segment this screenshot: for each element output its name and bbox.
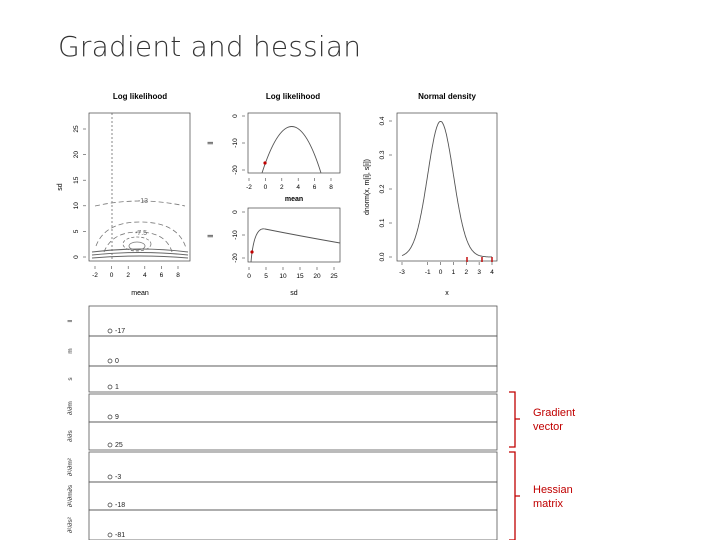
value-strip-frame [89,422,497,450]
gradient-bracket [509,392,520,447]
sd-profile-marker [250,250,253,253]
x-tick-label: 10 [279,273,287,280]
value-label: -3 [115,474,122,481]
gradient-label-line2: vector [533,421,563,433]
x-tick-label: 0 [263,184,268,191]
x-tick-label: -2 [92,272,98,279]
value-point [108,503,112,507]
value-strip-row [67,482,497,510]
mean-profile-title: Log likelihood [265,92,321,101]
x-tick-label: 2 [464,269,469,276]
contour-line-dense [92,249,188,258]
slide-title: Gradient and hessian [58,30,362,63]
contour-ylabel: sd [57,183,64,191]
x-tick-label: -1 [424,269,431,276]
value-point [108,329,112,333]
value-strip-label: ∂²/∂m∂s [67,484,74,508]
value-label: 9 [115,414,119,421]
value-strip-frame [89,394,497,422]
contour-label: -13 [137,198,149,205]
mean-profile-x-axis [246,178,333,191]
mean-profile-curve [262,127,321,174]
x-tick-label: 6 [312,184,317,191]
value-strip-label: m [67,348,74,354]
mean-profile-y-axis [232,114,245,175]
contour-panel [57,92,190,297]
sd-profile-y-axis [232,210,245,263]
x-tick-label: 6 [159,272,164,279]
x-tick-label: 5 [264,273,268,280]
x-tick-label: -3 [399,269,405,276]
gradient-label-line1: Gradient [533,407,576,419]
sd-profile-curve [251,229,340,262]
y-tick-label: 20 [73,150,80,159]
value-label: -81 [115,532,126,539]
value-strip-frame [89,366,497,392]
y-tick-label: -20 [232,253,239,263]
value-point [108,475,112,479]
value-strip-label: s [67,377,74,381]
mean-profile-marker [263,161,266,164]
x-tick-label: 8 [329,184,333,191]
value-strip-frame [89,510,497,540]
sd-profile-ylabel: ll [208,234,215,238]
x-tick-label: 0 [438,269,443,276]
mean-profile-xlabel: mean [284,196,304,203]
x-tick-label: 2 [279,184,284,191]
x-tick-label: 25 [330,273,338,280]
x-tick-label: 2 [126,272,131,279]
hessian-label-line2: matrix [533,498,563,510]
x-tick-label: 4 [490,269,494,276]
y-tick-label: 0.4 [379,116,386,126]
x-tick-label: 3 [477,269,481,276]
y-tick-label: -10 [232,138,239,148]
value-label: 1 [115,384,119,391]
value-point [108,415,112,419]
value-point [108,385,112,389]
value-strip-frame [89,452,497,482]
value-label: 0 [115,358,119,365]
density-x-axis [399,262,494,276]
density-y-axis [379,116,392,261]
y-tick-label: 0.3 [379,150,386,160]
value-strip-row [67,336,497,366]
gradient-annotation [533,406,575,434]
mean-profile-panel [208,92,340,203]
y-tick-label: 5 [73,229,80,234]
value-strip-label: ∂/∂m [67,401,74,415]
y-tick-label: 0.0 [379,252,386,262]
value-label: -18 [115,502,126,509]
mean-profile-ylabel: ll [208,141,215,145]
hessian-label-line1: Hessian [533,484,573,496]
y-tick-label: 10 [73,202,80,210]
contour-y-axis [73,125,86,259]
value-point [108,533,112,537]
value-point [108,443,112,447]
x-tick-label: 8 [176,272,180,279]
density-ylabel: dnorm(x, m[i], s[i]) [364,158,371,216]
value-strip-label: ∂²/∂s² [67,517,74,533]
x-tick-label: 15 [296,273,304,280]
y-tick-label: 0 [232,114,239,118]
x-tick-label: -2 [246,184,252,191]
x-tick-label: 0 [109,272,114,279]
contour-x-axis [92,266,180,279]
density-title: Normal density [418,92,476,101]
value-strip-frame [89,306,497,336]
y-tick-label: -20 [232,165,239,175]
value-strip-label: ll [67,319,74,323]
density-curve [402,121,492,257]
hessian-annotation [533,483,573,511]
contour-label: -7.5 [134,230,148,237]
x-tick-label: 20 [313,273,321,280]
value-label: 25 [115,442,123,449]
value-strip-frame [89,482,497,510]
value-label: -17 [115,328,126,335]
sd-profile-xlabel: sd [290,290,298,297]
value-strip-row [67,394,497,422]
mean-profile-frame [248,113,340,173]
value-point [108,359,112,363]
contour-title: Log likelihood [112,92,168,101]
value-strip-label: ∂/∂s [67,430,74,442]
value-strip-row [67,452,497,482]
y-tick-label: 15 [73,176,80,184]
sd-profile-x-axis [247,267,338,280]
density-xlabel: x [445,290,449,297]
x-tick-label: 4 [296,184,301,191]
value-strip-panels [67,306,497,540]
value-strip-row [67,366,497,392]
y-tick-label: 0 [73,255,80,259]
x-tick-label: 4 [142,272,147,279]
value-strip-row [67,306,497,336]
x-tick-label: 1 [451,269,456,276]
y-tick-label: -10 [232,230,239,240]
density-panel [364,92,497,297]
y-tick-label: 0.1 [379,218,386,228]
value-strip-label: ∂²/∂m² [67,458,74,476]
x-tick-label: 0 [247,273,251,280]
hessian-bracket [509,452,520,540]
y-tick-label: 25 [73,125,80,133]
y-tick-label: 0 [232,210,239,214]
contour-xlabel: mean [131,290,149,297]
value-strip-row [67,510,497,540]
value-strip-row [67,422,497,450]
y-tick-label: 0.2 [379,184,386,194]
value-strip-frame [89,336,497,366]
sd-profile-panel [208,208,340,297]
contour-frame [89,113,190,261]
